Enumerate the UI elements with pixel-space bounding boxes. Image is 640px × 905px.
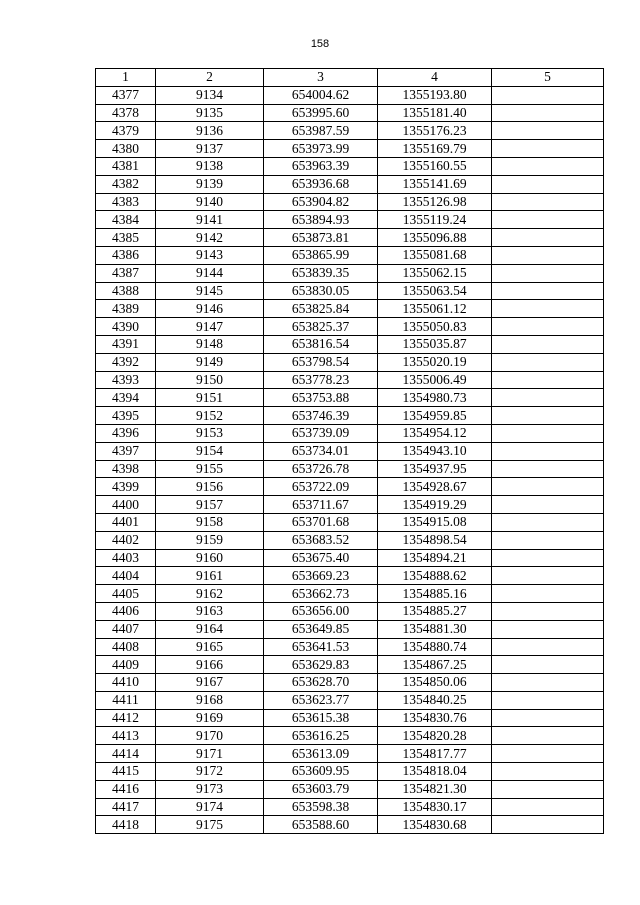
y-coordinate-cell: 1355181.40 xyxy=(378,104,492,122)
point-number-cell: 9140 xyxy=(156,193,264,211)
row-number-cell: 4389 xyxy=(96,300,156,318)
point-number-cell: 9148 xyxy=(156,335,264,353)
note-cell xyxy=(492,442,604,460)
y-coordinate-cell: 1354817.77 xyxy=(378,745,492,763)
table-row xyxy=(96,300,604,318)
row-number-cell: 4408 xyxy=(96,638,156,656)
note-cell xyxy=(492,727,604,745)
row-number-cell: 4402 xyxy=(96,531,156,549)
table-row xyxy=(96,318,604,336)
x-coordinate-cell: 653839.35 xyxy=(264,264,378,282)
y-coordinate-cell: 1355169.79 xyxy=(378,140,492,158)
note-cell xyxy=(492,353,604,371)
row-number-cell: 4412 xyxy=(96,709,156,727)
y-coordinate-cell: 1355020.19 xyxy=(378,353,492,371)
x-coordinate-cell: 653778.23 xyxy=(264,371,378,389)
x-coordinate-cell: 653628.70 xyxy=(264,674,378,692)
y-coordinate-cell: 1354880.74 xyxy=(378,638,492,656)
note-cell xyxy=(492,816,604,834)
column-header-3: 3 xyxy=(264,69,378,87)
note-cell xyxy=(492,478,604,496)
x-coordinate-cell: 653936.68 xyxy=(264,175,378,193)
column-header-2: 2 xyxy=(156,69,264,87)
table-row xyxy=(96,585,604,603)
note-cell xyxy=(492,638,604,656)
y-coordinate-cell: 1354820.28 xyxy=(378,727,492,745)
row-number-cell: 4381 xyxy=(96,157,156,175)
x-coordinate-cell: 653609.95 xyxy=(264,763,378,781)
x-coordinate-cell: 653987.59 xyxy=(264,122,378,140)
table-row xyxy=(96,211,604,229)
x-coordinate-cell: 653662.73 xyxy=(264,585,378,603)
row-number-cell: 4414 xyxy=(96,745,156,763)
row-number-cell: 4403 xyxy=(96,549,156,567)
table-row xyxy=(96,371,604,389)
table-row xyxy=(96,407,604,425)
note-cell xyxy=(492,620,604,638)
note-cell xyxy=(492,122,604,140)
x-coordinate-cell: 653904.82 xyxy=(264,193,378,211)
x-coordinate-cell: 653603.79 xyxy=(264,780,378,798)
row-number-cell: 4398 xyxy=(96,460,156,478)
note-cell xyxy=(492,229,604,247)
row-number-cell: 4377 xyxy=(96,86,156,104)
row-number-cell: 4383 xyxy=(96,193,156,211)
note-cell xyxy=(492,140,604,158)
y-coordinate-cell: 1354943.10 xyxy=(378,442,492,460)
point-number-cell: 9142 xyxy=(156,229,264,247)
row-number-cell: 4400 xyxy=(96,496,156,514)
point-number-cell: 9154 xyxy=(156,442,264,460)
table-header-row xyxy=(96,69,604,87)
point-number-cell: 9149 xyxy=(156,353,264,371)
column-header-1: 1 xyxy=(96,69,156,87)
point-number-cell: 9163 xyxy=(156,602,264,620)
point-number-cell: 9146 xyxy=(156,300,264,318)
row-number-cell: 4391 xyxy=(96,335,156,353)
y-coordinate-cell: 1354898.54 xyxy=(378,531,492,549)
row-number-cell: 4396 xyxy=(96,424,156,442)
point-number-cell: 9172 xyxy=(156,763,264,781)
table-row xyxy=(96,531,604,549)
y-coordinate-cell: 1355141.69 xyxy=(378,175,492,193)
point-number-cell: 9157 xyxy=(156,496,264,514)
note-cell xyxy=(492,602,604,620)
x-coordinate-cell: 653683.52 xyxy=(264,531,378,549)
row-number-cell: 4409 xyxy=(96,656,156,674)
x-coordinate-cell: 653963.39 xyxy=(264,157,378,175)
note-cell xyxy=(492,424,604,442)
y-coordinate-cell: 1355176.23 xyxy=(378,122,492,140)
x-coordinate-cell: 653616.25 xyxy=(264,727,378,745)
table-row xyxy=(96,727,604,745)
y-coordinate-cell: 1354867.25 xyxy=(378,656,492,674)
table-row xyxy=(96,229,604,247)
point-number-cell: 9173 xyxy=(156,780,264,798)
y-coordinate-cell: 1354954.12 xyxy=(378,424,492,442)
row-number-cell: 4392 xyxy=(96,353,156,371)
y-coordinate-cell: 1355063.54 xyxy=(378,282,492,300)
x-coordinate-cell: 653629.83 xyxy=(264,656,378,674)
y-coordinate-cell: 1354830.76 xyxy=(378,709,492,727)
point-number-cell: 9153 xyxy=(156,424,264,442)
y-coordinate-cell: 1355061.12 xyxy=(378,300,492,318)
table-row xyxy=(96,140,604,158)
x-coordinate-cell: 653588.60 xyxy=(264,816,378,834)
y-coordinate-cell: 1354850.06 xyxy=(378,674,492,692)
table-row xyxy=(96,798,604,816)
column-header-5: 5 xyxy=(492,69,604,87)
table-row xyxy=(96,656,604,674)
table-body xyxy=(96,86,604,833)
table-row xyxy=(96,282,604,300)
note-cell xyxy=(492,246,604,264)
x-coordinate-cell: 653726.78 xyxy=(264,460,378,478)
table-row xyxy=(96,193,604,211)
point-number-cell: 9144 xyxy=(156,264,264,282)
row-number-cell: 4380 xyxy=(96,140,156,158)
y-coordinate-cell: 1354959.85 xyxy=(378,407,492,425)
table-row xyxy=(96,86,604,104)
table-row xyxy=(96,264,604,282)
point-number-cell: 9155 xyxy=(156,460,264,478)
y-coordinate-cell: 1355096.88 xyxy=(378,229,492,247)
x-coordinate-cell: 653830.05 xyxy=(264,282,378,300)
x-coordinate-cell: 653669.23 xyxy=(264,567,378,585)
point-number-cell: 9150 xyxy=(156,371,264,389)
x-coordinate-cell: 654004.62 xyxy=(264,86,378,104)
note-cell xyxy=(492,175,604,193)
column-header-4: 4 xyxy=(378,69,492,87)
table-row xyxy=(96,620,604,638)
point-number-cell: 9151 xyxy=(156,389,264,407)
y-coordinate-cell: 1355081.68 xyxy=(378,246,492,264)
y-coordinate-cell: 1355119.24 xyxy=(378,211,492,229)
note-cell xyxy=(492,549,604,567)
point-number-cell: 9135 xyxy=(156,104,264,122)
note-cell xyxy=(492,460,604,478)
x-coordinate-cell: 653816.54 xyxy=(264,335,378,353)
row-number-cell: 4382 xyxy=(96,175,156,193)
point-number-cell: 9167 xyxy=(156,674,264,692)
note-cell xyxy=(492,318,604,336)
note-cell xyxy=(492,567,604,585)
row-number-cell: 4415 xyxy=(96,763,156,781)
table-row xyxy=(96,122,604,140)
row-number-cell: 4379 xyxy=(96,122,156,140)
note-cell xyxy=(492,104,604,122)
note-cell xyxy=(492,656,604,674)
x-coordinate-cell: 653656.00 xyxy=(264,602,378,620)
point-number-cell: 9160 xyxy=(156,549,264,567)
x-coordinate-cell: 653598.38 xyxy=(264,798,378,816)
table-row xyxy=(96,567,604,585)
note-cell xyxy=(492,86,604,104)
row-number-cell: 4417 xyxy=(96,798,156,816)
table-row xyxy=(96,104,604,122)
note-cell xyxy=(492,157,604,175)
y-coordinate-cell: 1355160.55 xyxy=(378,157,492,175)
y-coordinate-cell: 1354840.25 xyxy=(378,691,492,709)
table-row xyxy=(96,709,604,727)
point-number-cell: 9147 xyxy=(156,318,264,336)
x-coordinate-cell: 653734.01 xyxy=(264,442,378,460)
y-coordinate-cell: 1354937.95 xyxy=(378,460,492,478)
table-row xyxy=(96,442,604,460)
point-number-cell: 9171 xyxy=(156,745,264,763)
y-coordinate-cell: 1354915.08 xyxy=(378,513,492,531)
x-coordinate-cell: 653753.88 xyxy=(264,389,378,407)
table-row xyxy=(96,389,604,407)
table-row xyxy=(96,513,604,531)
table-row xyxy=(96,424,604,442)
table-row xyxy=(96,816,604,834)
point-number-cell: 9161 xyxy=(156,567,264,585)
note-cell xyxy=(492,496,604,514)
table-row xyxy=(96,549,604,567)
table-row xyxy=(96,496,604,514)
note-cell xyxy=(492,709,604,727)
table-row xyxy=(96,691,604,709)
point-number-cell: 9158 xyxy=(156,513,264,531)
y-coordinate-cell: 1354894.21 xyxy=(378,549,492,567)
y-coordinate-cell: 1354821.30 xyxy=(378,780,492,798)
y-coordinate-cell: 1355126.98 xyxy=(378,193,492,211)
point-number-cell: 9137 xyxy=(156,140,264,158)
x-coordinate-cell: 653623.77 xyxy=(264,691,378,709)
point-number-cell: 9164 xyxy=(156,620,264,638)
y-coordinate-cell: 1354888.62 xyxy=(378,567,492,585)
point-number-cell: 9152 xyxy=(156,407,264,425)
note-cell xyxy=(492,335,604,353)
row-number-cell: 4416 xyxy=(96,780,156,798)
note-cell xyxy=(492,691,604,709)
row-number-cell: 4395 xyxy=(96,407,156,425)
row-number-cell: 4418 xyxy=(96,816,156,834)
table-row xyxy=(96,602,604,620)
x-coordinate-cell: 653865.99 xyxy=(264,246,378,264)
row-number-cell: 4406 xyxy=(96,602,156,620)
note-cell xyxy=(492,780,604,798)
point-number-cell: 9141 xyxy=(156,211,264,229)
table-row xyxy=(96,157,604,175)
row-number-cell: 4404 xyxy=(96,567,156,585)
row-number-cell: 4411 xyxy=(96,691,156,709)
y-coordinate-cell: 1355050.83 xyxy=(378,318,492,336)
row-number-cell: 4410 xyxy=(96,674,156,692)
table-row xyxy=(96,674,604,692)
point-number-cell: 9170 xyxy=(156,727,264,745)
note-cell xyxy=(492,282,604,300)
x-coordinate-cell: 653701.68 xyxy=(264,513,378,531)
point-number-cell: 9169 xyxy=(156,709,264,727)
row-number-cell: 4399 xyxy=(96,478,156,496)
note-cell xyxy=(492,264,604,282)
x-coordinate-cell: 653825.84 xyxy=(264,300,378,318)
x-coordinate-cell: 653894.93 xyxy=(264,211,378,229)
point-number-cell: 9166 xyxy=(156,656,264,674)
row-number-cell: 4390 xyxy=(96,318,156,336)
row-number-cell: 4407 xyxy=(96,620,156,638)
y-coordinate-cell: 1354818.04 xyxy=(378,763,492,781)
y-coordinate-cell: 1354919.29 xyxy=(378,496,492,514)
table-row xyxy=(96,780,604,798)
row-number-cell: 4378 xyxy=(96,104,156,122)
x-coordinate-cell: 653746.39 xyxy=(264,407,378,425)
note-cell xyxy=(492,674,604,692)
y-coordinate-cell: 1354830.68 xyxy=(378,816,492,834)
row-number-cell: 4393 xyxy=(96,371,156,389)
table-row xyxy=(96,763,604,781)
table-row xyxy=(96,460,604,478)
table-row xyxy=(96,335,604,353)
note-cell xyxy=(492,371,604,389)
y-coordinate-cell: 1354885.16 xyxy=(378,585,492,603)
x-coordinate-cell: 653798.54 xyxy=(264,353,378,371)
point-number-cell: 9138 xyxy=(156,157,264,175)
x-coordinate-cell: 653995.60 xyxy=(264,104,378,122)
row-number-cell: 4397 xyxy=(96,442,156,460)
note-cell xyxy=(492,745,604,763)
note-cell xyxy=(492,407,604,425)
point-number-cell: 9156 xyxy=(156,478,264,496)
note-cell xyxy=(492,300,604,318)
y-coordinate-cell: 1354928.67 xyxy=(378,478,492,496)
x-coordinate-cell: 653973.99 xyxy=(264,140,378,158)
point-number-cell: 9139 xyxy=(156,175,264,193)
x-coordinate-cell: 653613.09 xyxy=(264,745,378,763)
y-coordinate-cell: 1354980.73 xyxy=(378,389,492,407)
row-number-cell: 4394 xyxy=(96,389,156,407)
note-cell xyxy=(492,531,604,549)
point-number-cell: 9168 xyxy=(156,691,264,709)
row-number-cell: 4405 xyxy=(96,585,156,603)
point-number-cell: 9145 xyxy=(156,282,264,300)
x-coordinate-cell: 653873.81 xyxy=(264,229,378,247)
point-number-cell: 9165 xyxy=(156,638,264,656)
point-number-cell: 9175 xyxy=(156,816,264,834)
note-cell xyxy=(492,211,604,229)
point-number-cell: 9162 xyxy=(156,585,264,603)
table-row xyxy=(96,175,604,193)
coordinates-table xyxy=(95,68,604,834)
y-coordinate-cell: 1354885.27 xyxy=(378,602,492,620)
x-coordinate-cell: 653739.09 xyxy=(264,424,378,442)
note-cell xyxy=(492,513,604,531)
row-number-cell: 4413 xyxy=(96,727,156,745)
note-cell xyxy=(492,585,604,603)
point-number-cell: 9134 xyxy=(156,86,264,104)
row-number-cell: 4387 xyxy=(96,264,156,282)
x-coordinate-cell: 653711.67 xyxy=(264,496,378,514)
row-number-cell: 4401 xyxy=(96,513,156,531)
table-row xyxy=(96,353,604,371)
x-coordinate-cell: 653675.40 xyxy=(264,549,378,567)
page-number: 158 xyxy=(310,38,330,50)
row-number-cell: 4384 xyxy=(96,211,156,229)
note-cell xyxy=(492,389,604,407)
y-coordinate-cell: 1355062.15 xyxy=(378,264,492,282)
table-row xyxy=(96,638,604,656)
table-row xyxy=(96,745,604,763)
y-coordinate-cell: 1355035.87 xyxy=(378,335,492,353)
x-coordinate-cell: 653722.09 xyxy=(264,478,378,496)
row-number-cell: 4385 xyxy=(96,229,156,247)
point-number-cell: 9174 xyxy=(156,798,264,816)
point-number-cell: 9159 xyxy=(156,531,264,549)
x-coordinate-cell: 653641.53 xyxy=(264,638,378,656)
note-cell xyxy=(492,763,604,781)
table-row xyxy=(96,246,604,264)
note-cell xyxy=(492,798,604,816)
row-number-cell: 4388 xyxy=(96,282,156,300)
point-number-cell: 9136 xyxy=(156,122,264,140)
row-number-cell: 4386 xyxy=(96,246,156,264)
y-coordinate-cell: 1354830.17 xyxy=(378,798,492,816)
table-row xyxy=(96,478,604,496)
note-cell xyxy=(492,193,604,211)
x-coordinate-cell: 653615.38 xyxy=(264,709,378,727)
x-coordinate-cell: 653649.85 xyxy=(264,620,378,638)
point-number-cell: 9143 xyxy=(156,246,264,264)
y-coordinate-cell: 1354881.30 xyxy=(378,620,492,638)
y-coordinate-cell: 1355193.80 xyxy=(378,86,492,104)
y-coordinate-cell: 1355006.49 xyxy=(378,371,492,389)
x-coordinate-cell: 653825.37 xyxy=(264,318,378,336)
